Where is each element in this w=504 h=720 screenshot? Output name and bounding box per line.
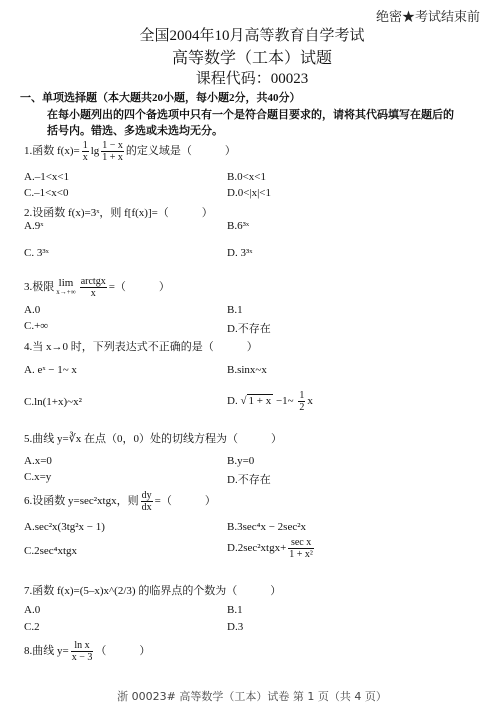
q6-option-d: D.2sec²xtgx+ $\frac{\text{sec x}}{\text{1 + x²}}$ [227, 537, 313, 560]
q3-option-d: D.不存在 [227, 323, 271, 335]
fraction: $\frac{1}{2}$ [299, 390, 305, 413]
q1-option-b: B.0<x<1 [227, 171, 266, 183]
confidential-mark: 绝密★考试结束前 [375, 9, 480, 24]
question-1: 1.函数 f(x)= $\frac{1}{x}$ lg $\frac{1 - x}{1 + x}$ 的定义域是（ ） [24, 140, 236, 163]
fraction: $\frac{dy}{dx}$ [141, 490, 152, 513]
question-8: 8.曲线 y= $\frac{\text{ln x}}{x - 3}$ （ ） [24, 640, 151, 663]
fraction: $\frac{\text{sec x}}{\text{1 + x²}}$ [289, 537, 313, 560]
exam-title: 全国2004年10月高等教育自学考试 [139, 28, 365, 44]
fraction: $\frac{1 - x}{1 + x}$ [102, 140, 123, 163]
q4-option-c: C.ln(1+x)~x² [24, 396, 82, 408]
q6-option-b: B.3sec⁴x − 2sec²x [227, 521, 307, 533]
fraction: $\frac{1}{x}$ [82, 140, 88, 163]
instruction-line-2: 括号内。错选、多选或未选均无分。 [47, 125, 223, 137]
q7-option-b: B.1 [227, 604, 243, 616]
question-3: 3.极限 lim x→+∞ $\frac{\text{arctgx}}{x}$ =（ ） [24, 276, 170, 299]
question-7: 7.函数 f(x)=(5–x)x^(2/3) 的临界点的个数为（ ） [24, 585, 282, 597]
q2-option-d: D. 3³ˣ [227, 247, 253, 259]
q5-option-b: B.y=0 [227, 455, 255, 467]
instruction-line-1: 在每小题列出的四个备选项中只有一个是符合题目要求的，请将其代码填写在题后的 [47, 109, 454, 121]
fraction: $\frac{\text{ln x}}{x - 3}$ [71, 640, 93, 663]
q3-option-b: B.1 [227, 304, 243, 316]
section-heading: 一、单项选择题（本大题共20小题，每小题2分，共40分） [20, 92, 301, 104]
q4-option-b: B.sinx~x [227, 364, 267, 376]
q1-option-d: D.0<|x|<1 [227, 187, 272, 199]
q3-option-c: C.+∞ [24, 320, 49, 332]
q3-option-a: A.0 [24, 304, 41, 316]
q1-option-a: A.–1<x<1 [24, 171, 70, 183]
exam-subject: 高等数学（工本）试题 [171, 50, 332, 67]
q4-option-d: D. √ 1 + x −1~ $\frac{1}{2}$ x [227, 390, 313, 413]
question-2: 2.设函数 f(x)=3ˣ，则 f[f(x)]=（ ） [24, 207, 213, 219]
q5-option-d: D.不存在 [227, 474, 271, 486]
q7-option-c: C.2 [24, 621, 40, 633]
q7-option-a: A.0 [24, 604, 41, 616]
q1-option-c: C.–1<x<0 [24, 187, 69, 199]
fraction: $\frac{\text{arctgx}}{x}$ [80, 276, 106, 299]
q2-option-b: B.6³ˣ [227, 220, 250, 232]
question-6: 6.设函数 y=sec²xtgx，则 $\frac{dy}{dx}$ =（ ） [24, 490, 216, 513]
q7-option-d: D.3 [227, 621, 244, 633]
question-4: 4.当 x→0 时，下列表达式不正确的是（ ） [24, 341, 258, 353]
page-footer: 浙 00023# 高等数学（工本）试卷 第 1 页（共 4 页） [117, 690, 387, 703]
q6-option-a: A.sec²x(3tg²x − 1) [24, 521, 105, 533]
course-code: 课程代码：00023 [195, 71, 309, 87]
q5-option-c: C.x=y [24, 471, 52, 483]
q2-option-a: A.9ˣ [24, 220, 44, 232]
q4-option-a: A. eˣ − 1~ x [24, 364, 77, 376]
q5-option-a: A.x=0 [24, 455, 52, 467]
limit: lim x→+∞ [56, 276, 76, 296]
q2-option-c: C. 3³ˣ [24, 247, 49, 259]
q6-option-c: C.2sec⁴xtgx [24, 545, 78, 557]
question-5: 5.曲线 y=∛x 在点（0，0）处的切线方程为（ ） [24, 433, 282, 445]
